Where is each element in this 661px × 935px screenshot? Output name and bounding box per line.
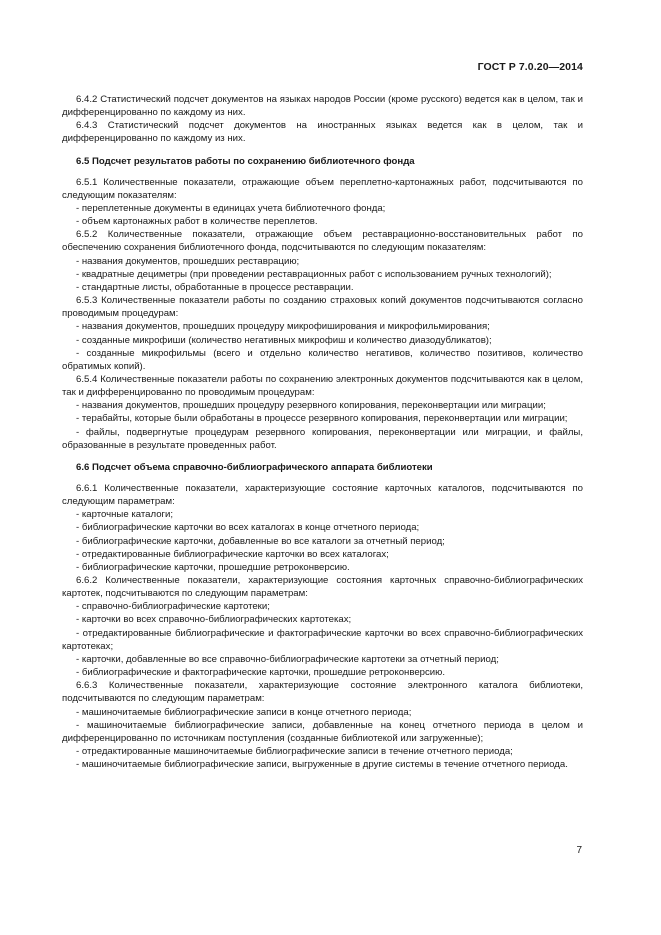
paragraph: - машиночитаемые библиографические записи, добавленные на конец отчетного периода в целом и дифференцированно по источникам поступления (созданные библиотекой или загруженные); (62, 719, 583, 744)
paragraph: 6.5.3 Количественные показатели работы по созданию страховых копий документов подсчитываются согласно проводимым процедурам: (62, 295, 583, 320)
paragraph: - созданные микрофильмы (всего и отдельно количество негативов, количество позитивов, количество обратимых копий). (62, 347, 583, 372)
paragraph: - созданные микрофиши (количество негативных микрофиш и количество диазодубликатов); (76, 334, 492, 346)
paragraph: - объем картонажных работ в количестве переплетов. (76, 216, 318, 228)
paragraph: - библиографические карточки, прошедшие ретроконверсию. (76, 561, 350, 573)
paragraph: 6.6.2 Количественные показатели, характеризующие состояния карточных справочно-библиографических картотек, подсчитываются по следующим параметрам: (62, 575, 583, 600)
paragraph: - отредактированные библиографические карточки во всех каталогах; (76, 548, 389, 560)
paragraph: - квадратные дециметры (при проведении реставрационных работ с использованием ручных технологий); (76, 268, 552, 280)
paragraph: - библиографические и фактографические карточки, прошедшие ретроконверсию. (76, 667, 446, 679)
paragraph: 6.4.3 Статистический подсчет документов на иностранных языках ведется как в целом, так и дифференцированно по каждому из них. (62, 120, 583, 145)
paragraph: - машиночитаемые библиографические записи, выгруженные в другие системы в течение отчетного периода. (76, 759, 568, 771)
paragraph: - справочно-библиографические картотеки; (76, 601, 270, 613)
paragraph: - карточные каталоги; (76, 509, 174, 521)
paragraph: 6.5.2 Количественные показатели, отражающие объем реставрационно-восстановительных работ по обеспечению сохранения библиотечного фонда, подсчитываются по следующим показателям: (62, 229, 583, 254)
paragraph: - терабайты, которые были обработаны в процессе резервного копирования, переконвертации или миграции; (76, 413, 568, 425)
paragraph: - библиографические карточки во всех каталогах в конце отчетного периода; (76, 522, 420, 534)
document-body (62, 93, 583, 771)
paragraph: - переплетенные документы в единицах учета библиотечного фонда; (76, 202, 386, 214)
section-heading: 6.6 Подсчет объема справочно-библиографического аппарата библиотеки (76, 461, 433, 473)
paragraph: - машиночитаемые библиографические записи в конце отчетного периода; (76, 706, 412, 718)
paragraph: 6.6.1 Количественные показатели, характеризующие состояние карточных каталогов, подсчитываются по следующим параметрам: (62, 482, 583, 508)
paragraph: - названия документов, прошедших процедуру микрофиширования и микрофильмирования; (76, 321, 490, 333)
paragraph: 6.5.4 Количественные показатели работы по сохранению электронных документов подсчитываются как в целом, так и дифференцированно по проводимым процедурам: (62, 373, 583, 399)
paragraph: - отредактированные библиографические и фактографические карточки во всех справочно-библиографических картотеках; (62, 627, 583, 652)
document-header: ГОСТ Р 7.0.20—2014 (477, 61, 583, 73)
paragraph: - карточки, добавленные во все справочно-библиографические картотеки за отчетный период; (76, 653, 499, 665)
page-number: 7 (576, 845, 582, 856)
paragraph: - карточки во всех справочно-библиографических картотеках; (76, 614, 352, 626)
paragraph: 6.5.1 Количественные показатели, отражающие объем переплетно-картонажных работ, подсчитываются по следующим показателям: (62, 176, 583, 201)
paragraph: 6.4.2 Статистический подсчет документов на языках народов России (кроме русского) ведется как в целом, так и дифференцированно по каждому из них. (62, 94, 583, 119)
paragraph: - библиографические карточки, добавленные во все каталоги за отчетный период; (76, 535, 445, 547)
paragraph: 6.6.3 Количественные показатели, характеризующие состояние электронного каталога библиотеки, подсчитываются по следующим параметрам: (62, 680, 583, 705)
paragraph: - отредактированные машиночитаемые библиографические записи в течение отчетного периода; (76, 746, 513, 758)
paragraph: - файлы, подвергнутые процедурам резервного копирования, переконвертации или миграции, и файлы, образованные в результате проведенных работ. (62, 426, 583, 451)
paragraph: - стандартные листы, обработанные в процессе реставрации. (76, 281, 354, 293)
paragraph: - названия документов, прошедших процедуру резервного копирования, переконвертации или миграции; (76, 400, 546, 412)
section-heading: 6.5 Подсчет результатов работы по сохранению библиотечного фонда (76, 155, 415, 167)
paragraph: - названия документов, прошедших реставрацию; (76, 255, 300, 267)
